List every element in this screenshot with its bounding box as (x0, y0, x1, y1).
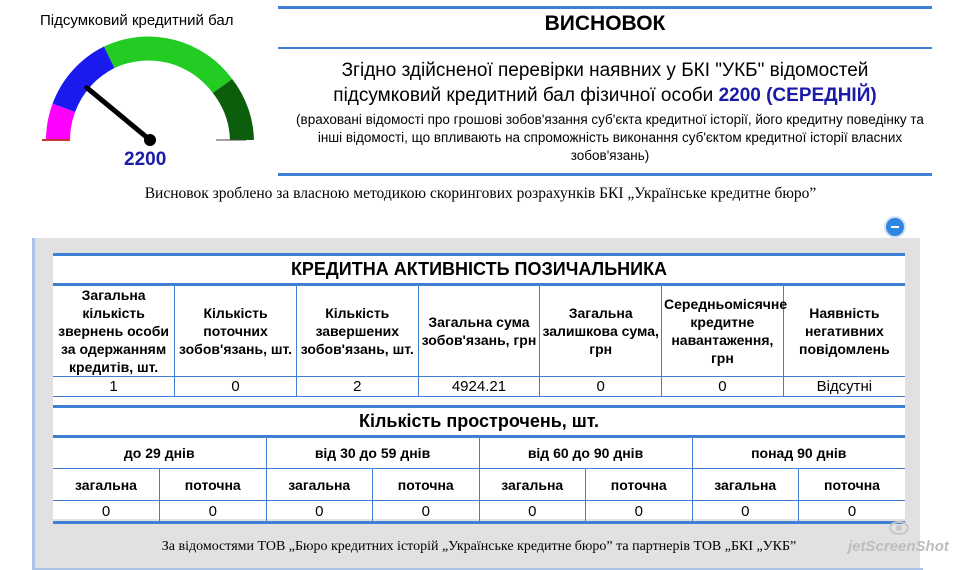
header-monthly-load: Середньомісячне кредитне навантаження, грн (662, 285, 784, 377)
conclusion-note: (враховані відомості про грошові зобов'язання суб'єкта кредитної історії, його кредитну поведінку та інші відомості, що впливають на спроможність виконання суб'єктом кредитної історії власних зобов'язань) (296, 112, 924, 163)
header-completed-obligations: Кількість завершених зобов'язань, шт. (296, 285, 418, 377)
overdue-group-over-90: понад 90 днів (692, 437, 905, 469)
header-negative-records: Наявність негативних повідомлень (783, 285, 905, 377)
camera-watermark-icon (888, 518, 910, 536)
value-remaining-amount: 0 (540, 377, 662, 397)
subheader-current: поточна (160, 469, 267, 501)
value-total-amount: 4924.21 (418, 377, 540, 397)
credit-activity-panel (32, 238, 920, 570)
subheader-total: загальна (53, 469, 160, 501)
overdue-value: 0 (53, 501, 160, 523)
overdue-group-0-29: до 29 днів (53, 437, 266, 469)
subheader-total: загальна (692, 469, 799, 501)
header-current-obligations: Кількість поточних зобов'язань, шт. (175, 285, 297, 377)
value-total-applications: 1 (53, 377, 175, 397)
conclusion-line-1: Згідно здійсненої перевірки наявних у БКІ "УКБ" відомостей (341, 60, 869, 81)
conclusion-text (278, 58, 932, 108)
gauge-title: Підсумковий кредитний бал (40, 12, 234, 29)
conclusion-line-2 (278, 83, 932, 108)
header-total-applications: Загальна кількість звернень особи за одержанням кредитів, шт. (53, 285, 175, 377)
overdue-value: 0 (373, 501, 480, 523)
collapse-button[interactable] (884, 216, 906, 238)
overdue-value: 0 (266, 501, 373, 523)
gauge-needle-hub (144, 134, 156, 146)
methodology-note: Висновок зроблено за власною методикою скорингових розрахунків БКІ „Українське кредитне бюро” (144, 185, 817, 202)
overdue-group-60-90: від 60 до 90 днів (479, 437, 692, 469)
value-completed-obligations: 2 (296, 377, 418, 397)
credit-activity-table (53, 253, 905, 397)
conclusion-section (278, 6, 932, 174)
overdue-value: 0 (479, 501, 586, 523)
panel-content (53, 253, 905, 519)
conclusion-title: ВИСНОВОК (544, 12, 666, 35)
overdue-value: 0 (799, 501, 906, 523)
divider (278, 173, 932, 176)
divider (278, 47, 932, 49)
conclusion-line-2-prefix: підсумковий кредитний бал фізичної особи (333, 85, 714, 106)
table-row (53, 377, 905, 397)
value-monthly-load: 0 (662, 377, 784, 397)
value-negative-records: Відсутні (783, 377, 905, 397)
header-total-amount: Загальна сума зобов'язань, грн (418, 285, 540, 377)
subheader-current: поточна (373, 469, 480, 501)
subheader-current: поточна (586, 469, 693, 501)
overdue-table (53, 405, 905, 524)
credit-score-gauge (36, 36, 260, 148)
overdue-title: Кількість прострочень, шт. (53, 407, 905, 437)
subheader-current: поточна (799, 469, 906, 501)
conclusion-score: 2200 (СЕРЕДНІЙ) (718, 85, 877, 106)
gauge-score-value: 2200 (124, 149, 167, 170)
overdue-value: 0 (586, 501, 693, 523)
subheader-total: загальна (266, 469, 373, 501)
watermark: jetScreenShot (848, 538, 949, 555)
gauge-segment-average (104, 37, 232, 93)
table-row (53, 501, 905, 523)
overdue-value: 0 (692, 501, 799, 523)
divider (278, 6, 932, 9)
overdue-group-30-59: від 30 до 59 днів (266, 437, 479, 469)
source-note: За відомостями ТОВ „Бюро кредитних історій „Українське кредитне бюро” та партнерів ТОВ „БКІ „УКБ” (161, 539, 797, 554)
subheader-total: загальна (479, 469, 586, 501)
value-current-obligations: 0 (175, 377, 297, 397)
overdue-value: 0 (160, 501, 267, 523)
credit-activity-title: КРЕДИТНА АКТИВНІСТЬ ПОЗИЧАЛЬНИКА (53, 255, 905, 285)
gauge-needle (87, 88, 150, 140)
header-remaining-amount: Загальна залишкова сума, грн (540, 285, 662, 377)
